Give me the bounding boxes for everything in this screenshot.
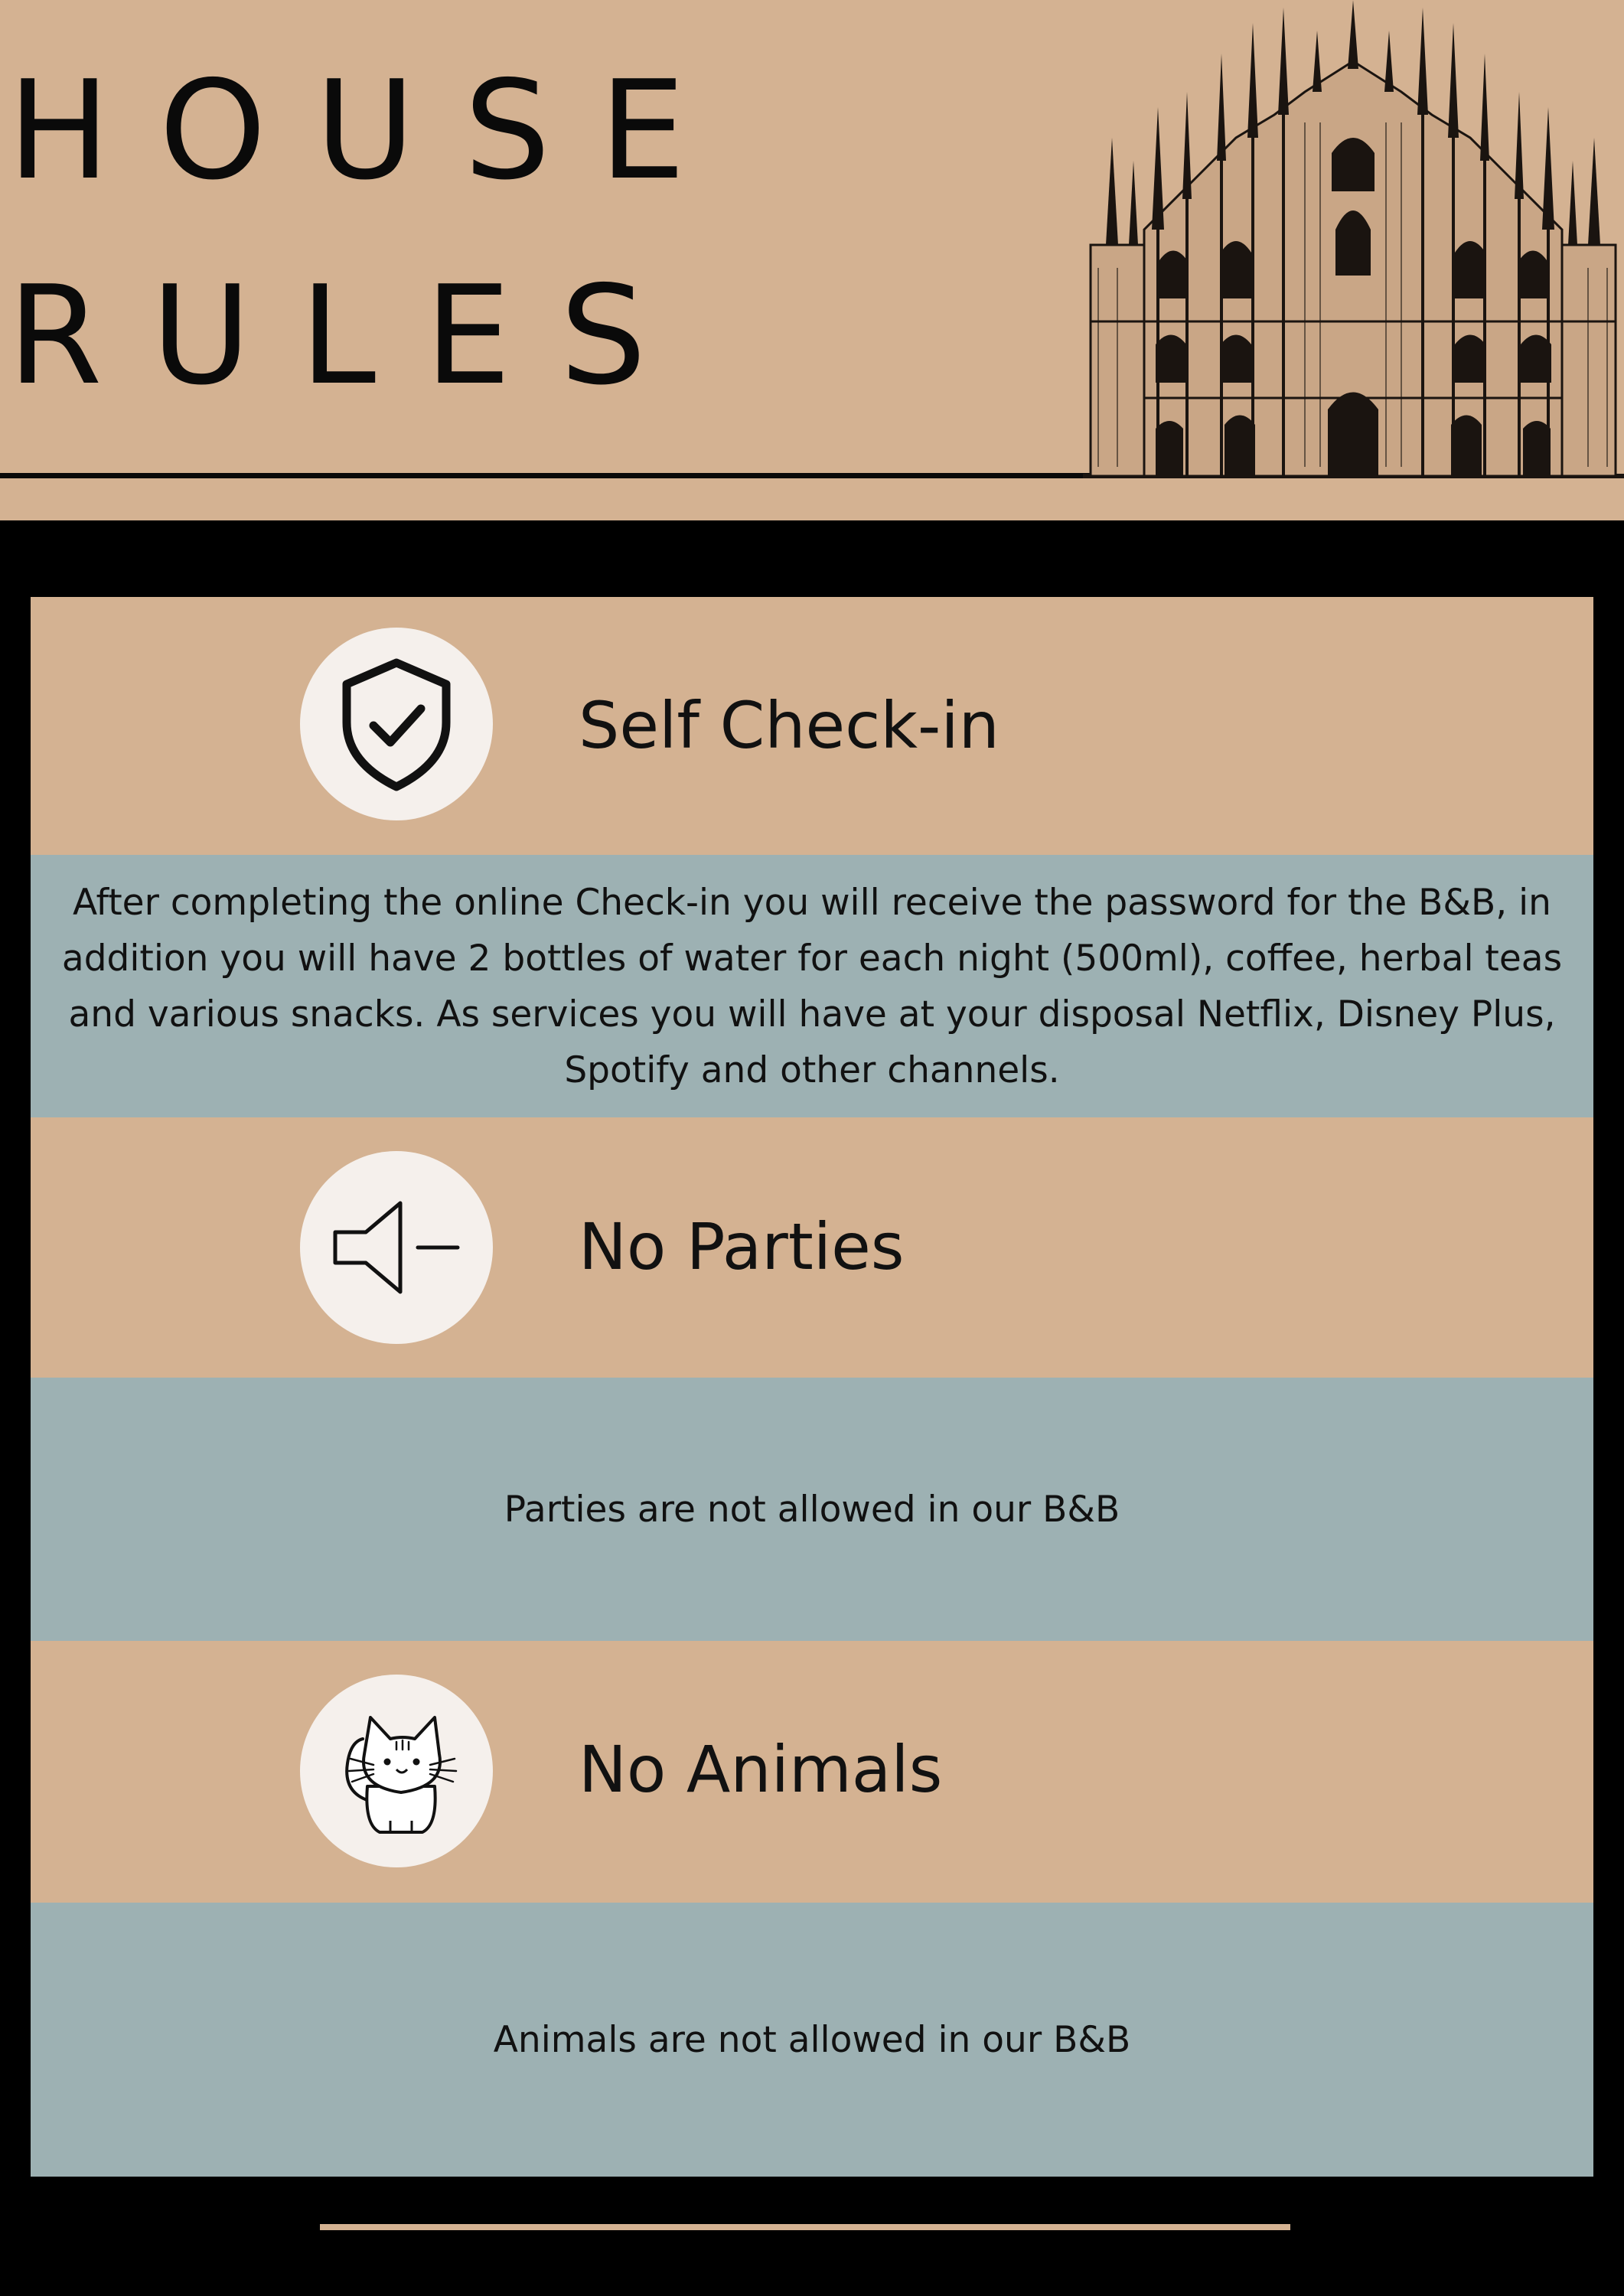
icon-circle xyxy=(300,628,493,820)
speaker-mute-icon xyxy=(320,1194,473,1301)
rule-body-no-animals xyxy=(31,1903,1593,2177)
title-line-rules: RULES xyxy=(8,256,696,415)
icon-circle xyxy=(300,1675,493,1867)
rule-title: No Animals xyxy=(579,1732,943,1807)
rules-panel xyxy=(0,520,1624,2296)
rule-description: Animals are not allowed in our B&B xyxy=(493,2019,1131,2061)
header-divider xyxy=(0,473,1102,478)
rule-header-self-check-in xyxy=(31,597,1593,855)
title-line-house: HOUSE xyxy=(8,51,735,210)
icon-circle xyxy=(300,1151,493,1344)
cathedral-illustration xyxy=(1083,0,1624,484)
rule-body-no-parties xyxy=(31,1378,1593,1641)
rule-description: Parties are not allowed in our B&B xyxy=(504,1489,1120,1531)
bottom-divider xyxy=(320,2224,1290,2230)
shield-check-icon xyxy=(335,655,458,793)
rule-title: Self Check-in xyxy=(579,688,1000,763)
rule-header-no-animals xyxy=(31,1641,1593,1903)
cat-icon xyxy=(320,1694,473,1848)
rule-header-no-parties xyxy=(31,1117,1593,1378)
header xyxy=(0,0,1624,520)
rule-title: No Parties xyxy=(579,1209,905,1284)
rule-description: After completing the online Check-in you will receive the password for the B&B, in addition you will have 2 bottles of water for each night (500ml), coffee, herbal teas and various snacks. As services you will have at your disposal Netflix, Disney Plus, Spotify and other channels. xyxy=(61,882,1563,1091)
rule-body-self-check-in xyxy=(31,855,1593,1117)
